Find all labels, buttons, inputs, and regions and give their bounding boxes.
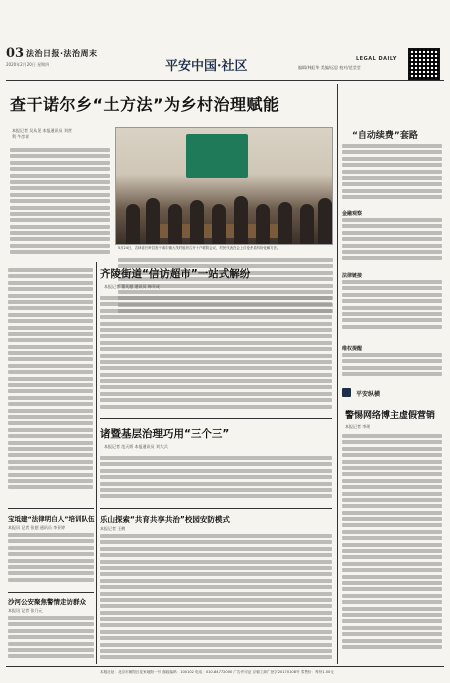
left-column-divider: [96, 262, 97, 664]
masthead-rule: [6, 80, 444, 81]
left-article-divider: [8, 508, 94, 509]
article-3-headline: 乐山探索“共育共享共治”校园安防模式: [100, 515, 230, 524]
sidebar-text-4: [342, 353, 442, 383]
article-5-text: [8, 616, 94, 664]
editor-credits: 编辑/林虹华 美编/远思 校对/范莹莹: [298, 65, 361, 70]
article-divider-1: [100, 418, 332, 419]
article-1-byline: 本报记者 董凡超 通讯员 韩开成: [104, 284, 160, 289]
article-2-byline: 本报记者 范天娇 本报通讯员 刘大兵: [104, 444, 168, 449]
article-5-headline: 沙河公安聚焦警情走访群众: [8, 598, 86, 606]
lead-byline: 本报记者 吴从见 本报通讯员 刘营利 牛彦祥: [12, 128, 72, 139]
sidebar-section-subtitle: 平安纵横: [356, 391, 381, 398]
sidebar-text-3: [342, 280, 442, 340]
sidebar-label-2: 法律链接: [342, 273, 363, 279]
left-article-divider-2: [8, 592, 94, 593]
article-divider-2: [100, 508, 332, 509]
lead-headline: 查干诺尔乡“土方法”为乡村治理赋能: [10, 95, 280, 114]
qr-code-icon[interactable]: [408, 48, 440, 80]
footer-rule: [6, 666, 444, 667]
article-6-headline: 警惕网络博主虚假营销: [345, 411, 436, 421]
legal-daily-wordmark: LEGAL DAILY: [356, 56, 397, 62]
article-4-text: [8, 533, 94, 588]
article-2-headline: 诸暨基层治理巧用“三个三”: [100, 428, 230, 440]
article-3-text: [100, 534, 332, 664]
article-6-text: [342, 434, 442, 659]
sidebar-label-3: 维权提醒: [342, 346, 363, 352]
article-5-byline: 本报讯 记者 张乃元: [8, 608, 43, 613]
section-marker-icon: [342, 388, 351, 397]
article-1-text: [100, 296, 332, 414]
sidebar-top-title: “自动续费”套路: [352, 131, 418, 141]
sidebar-text-2: [342, 218, 442, 268]
left-text-col: [8, 268, 93, 503]
article-3-byline: 本报记者 王鹤: [100, 526, 126, 531]
article-4-byline: 本报讯 记者 张翅 通讯员 李亚婷: [8, 525, 66, 530]
issue-date: 2020年2月20日 星期四: [6, 62, 50, 67]
photo-caption: 5月24日，吉林省长岭县查干诺尔镇大茂村组织召开十户联防会议，村民代表在会上讨论矛盾纠纷化解方法。: [118, 246, 281, 250]
paper-name: 法治日报·法治周末: [26, 49, 98, 58]
article-4-headline: 宝坻建“法律明白人”培训队伍: [8, 515, 95, 523]
flag-icon: [186, 134, 248, 178]
section-title: 平安中国·社区: [165, 59, 248, 74]
article-2-text: [100, 456, 332, 504]
sidebar-text-1: [342, 144, 442, 204]
sidebar-label-1: 金融观察: [342, 211, 363, 217]
article-1-headline: 齐陵街道“信访超市”一站式解纷: [100, 268, 251, 280]
lead-photo: [115, 127, 333, 245]
sidebar-divider: [337, 84, 338, 664]
footer-info: 本版社址：北京市朝阳区花家地街一号 邮政编码：100102 电话：010-84772000 广告许可证 京朝工商广登字20170108号 零售价：每份1.50元: [100, 670, 334, 674]
page-number: 03: [6, 46, 25, 61]
lead-text-col-1: [10, 148, 110, 258]
article-6-byline: 本报记者 李瑶: [345, 424, 371, 429]
